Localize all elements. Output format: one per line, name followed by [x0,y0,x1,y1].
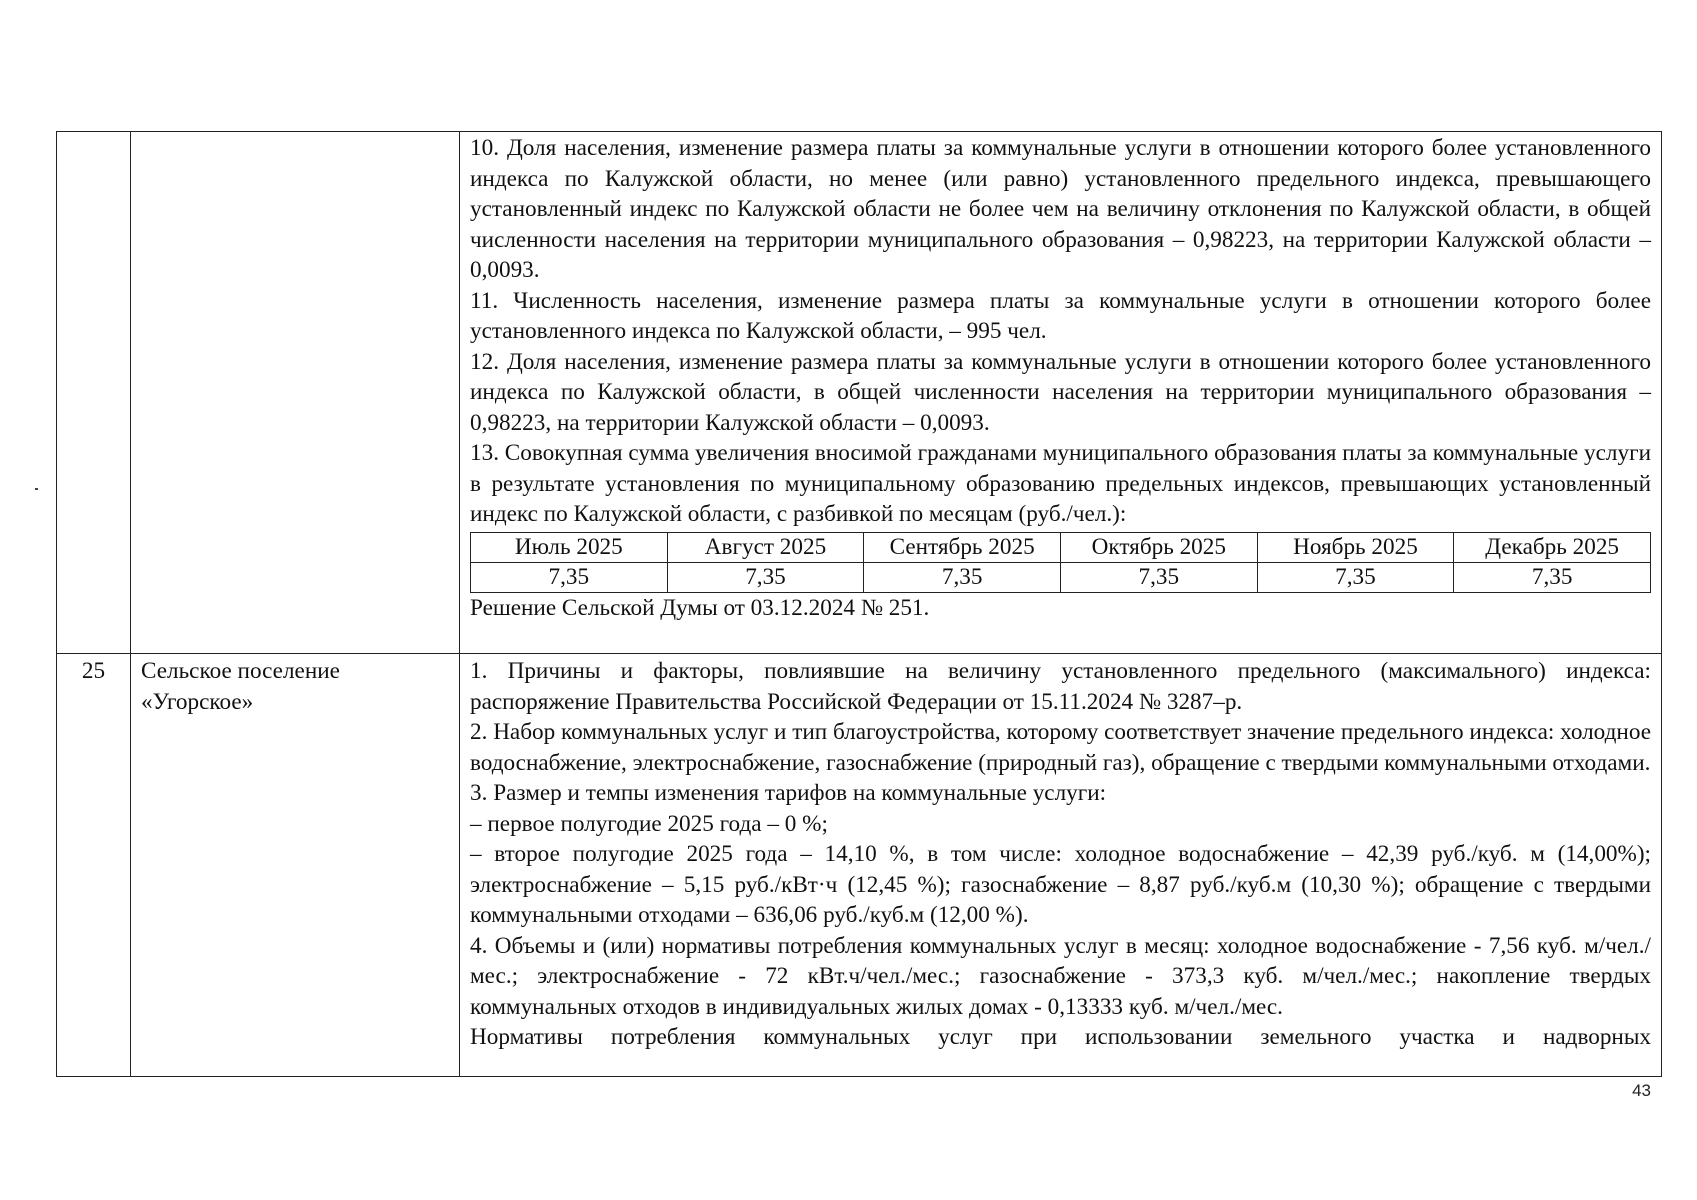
paragraph-4-continued: Нормативы потребления коммунальных услуг при использовании земельного участка и надворных [470,1024,1651,1050]
month-header: Сентябрь 2025 [864,532,1061,562]
month-value: 7,35 [1257,562,1454,592]
paragraph-11: 11. Численность населения, изменение размера платы за коммунальные услуги в отношении которого более установленного индекса по Калужской области, – 995 чел. [470,287,1651,344]
paragraph-13: 13. Совокупная сумма увеличения вносимой гражданами муниципального образования платы за коммунальные услуги в результате установления по муниципальному образованию предельных индексов, превышающих установленный индекс по Калужской области, с разбивкой по месяцам (руб./чел.): [470,440,1651,527]
settlement-name-line: «Угорское» [141,688,254,715]
paragraph-3-second-half: – второе полугодие 2025 года – 14,10 %, в том числе: холодное водоснабжение – 42,39 руб./куб. м (14,00%); электроснабжение – 5,15 руб./кВт·ч (12,45 %); газоснабжение – 8,87 руб./куб.м (10,30 %); обращение с твердыми коммунальными отходами – 636,06 руб./куб.м (12,00 %). [470,841,1651,928]
month-value: 7,35 [667,562,864,592]
months-header-row [471,532,1651,562]
paragraph-3: 3. Размер и темпы изменения тарифов на коммунальные услуги: [470,780,1107,806]
page-number: 43 [1632,1081,1651,1100]
month-header: Октябрь 2025 [1060,532,1257,562]
month-header: Ноябрь 2025 [1257,532,1454,562]
paragraph-4: 4. Объемы и (или) нормативы потребления коммунальных услуг в месяц: холодное водоснабжение - 7,56 куб. м/чел./мес.; электроснабжение - 72 кВт.ч/чел./мес.; газоснабжение - 373,3 куб. м/чел./мес.; накопление твердых коммунальных отходов в индивидуальных жилых домах - 0,13333 куб. м/чел./мес. [470,932,1651,1020]
month-value: 7,35 [864,562,1061,592]
month-value: 7,35 [471,562,668,592]
months-value-row [471,562,1651,592]
table-row [57,654,1662,1077]
month-header: Декабрь 2025 [1454,532,1651,562]
paragraph-1: 1. Причины и факторы, повлиявшие на величину установленного предельного (максимального) индекса: распоряжение Правительства Российской Федерации от 15.11.2024 № 3287–р. [470,658,1651,715]
document-table [56,131,1662,1077]
row-number-cell [57,132,131,654]
description-cell [460,132,1662,654]
monthly-increase-table [470,532,1651,593]
paragraph-12: 12. Доля населения, изменение размера платы за коммунальные услуги в отношении которого более установленного индекса по Калужской области, в общей численности населения на территории муниципального образования – 0,98223, на территории Калужской области – 0,0093. [470,348,1651,436]
settlement-name-cell [131,654,460,1077]
margin-mark [35,488,38,490]
paragraph-10: 10. Доля населения, изменение размера платы за коммунальные услуги в отношении которого более установленного индекса по Калужской области, но менее (или равно) установленного предельного индекса, превышающего установленный индекс по Калужской области не более чем на величину отклонения по Калужской области, в общей численности населения на территории муниципального образования – 0,98223, на территории Калужской области – 0,0093. [470,135,1651,283]
month-header: Август 2025 [667,532,864,562]
paragraph-3-first-half: – первое полугодие 2025 года – 0 %; [470,810,828,837]
table-row [57,132,1662,654]
settlement-name-cell [131,132,460,654]
settlement-name-line: Сельское поселение [141,658,340,684]
month-header: Июль 2025 [471,532,668,562]
paragraph-2: 2. Набор коммунальных услуг и тип благоустройства, которому соответствует значение предельного индекса: холодное водоснабжение, электроснабжение, газоснабжение (природный газ), обращение с твердыми коммунальными отходами. [470,719,1651,776]
row-number-cell: 25 [57,654,131,1077]
description-cell [460,654,1662,1077]
month-value: 7,35 [1454,562,1651,592]
decision-reference: Решение Сельской Думы от 03.12.2024 № 251. [470,594,930,621]
month-value: 7,35 [1060,562,1257,592]
